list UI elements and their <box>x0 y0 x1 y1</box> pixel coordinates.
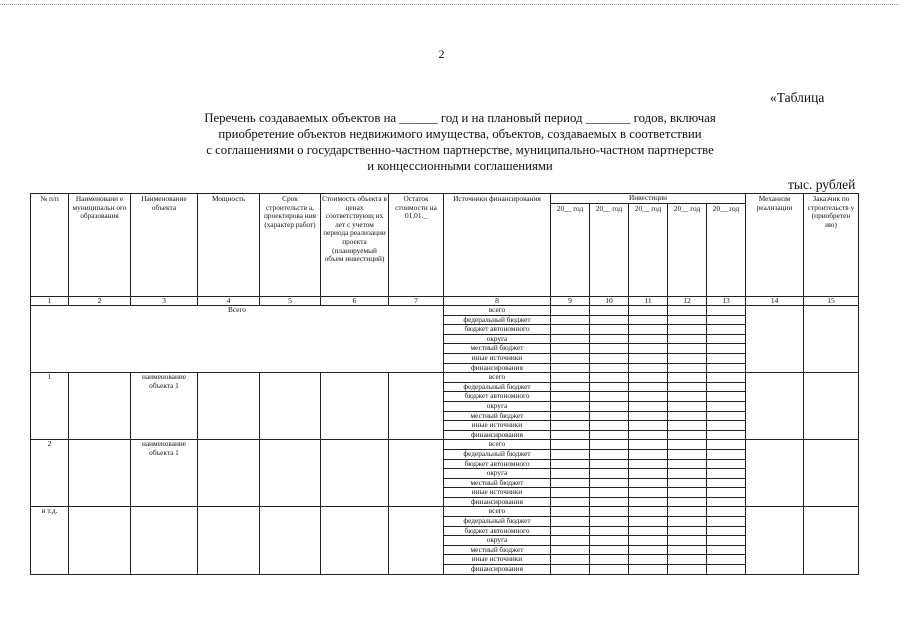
investment-cell <box>707 353 746 363</box>
investment-cell <box>551 430 590 440</box>
investment-cell <box>551 526 590 536</box>
investment-cell <box>668 526 707 536</box>
funding-source-cell: местный бюджет <box>444 411 551 421</box>
empty-cell <box>69 440 131 507</box>
investment-cell <box>668 440 707 450</box>
funding-source-cell: иные источники <box>444 555 551 565</box>
investment-cell <box>668 315 707 325</box>
investment-cell <box>668 469 707 479</box>
empty-cell <box>321 373 389 440</box>
funding-source-cell: федеральный бюджет <box>444 315 551 325</box>
investment-cell <box>707 497 746 507</box>
investment-cell <box>551 421 590 431</box>
row-number: и т.д. <box>31 507 69 574</box>
investment-cell <box>668 517 707 527</box>
investment-cell <box>590 411 629 421</box>
investment-cell <box>551 315 590 325</box>
investment-cell <box>590 421 629 431</box>
investment-cell <box>668 555 707 565</box>
investment-cell <box>668 497 707 507</box>
funding-source-cell: округа <box>444 401 551 411</box>
investment-cell <box>668 430 707 440</box>
empty-cell <box>321 440 389 507</box>
investment-cell <box>629 565 668 575</box>
investment-cell <box>668 507 707 517</box>
investment-cell <box>629 315 668 325</box>
investment-cell <box>668 382 707 392</box>
investment-cell <box>629 497 668 507</box>
column-number: 10 <box>590 297 629 306</box>
funding-source-cell: местный бюджет <box>444 478 551 488</box>
investment-cell <box>668 306 707 316</box>
object-name-cell <box>131 507 198 574</box>
empty-cell <box>69 507 131 574</box>
empty-cell <box>321 507 389 574</box>
investment-cell <box>590 325 629 335</box>
investment-cell <box>551 325 590 335</box>
title-line: с соглашениями о государственно-частном партнерстве, муниципально-частном партнерстве <box>206 143 714 157</box>
object-name-cell: наименование объекта 1 <box>131 373 198 440</box>
investment-cell <box>551 373 590 383</box>
row-number: 2 <box>31 440 69 507</box>
customer-cell <box>804 507 859 574</box>
investment-cell <box>551 507 590 517</box>
investment-cell <box>551 469 590 479</box>
investment-cell <box>551 555 590 565</box>
header-cost: Стоимость объекта в ценах соответствующ их лет с учетом периода реализации проекта (планируемый объем инвестиций) <box>321 194 389 297</box>
investment-cell <box>551 459 590 469</box>
empty-cell <box>198 373 260 440</box>
investment-cell <box>707 565 746 575</box>
mechanism-cell <box>746 373 804 440</box>
investment-cell <box>668 459 707 469</box>
investment-cell <box>668 392 707 402</box>
header-customer: Заказчик по строительств у (приобретен ию) <box>804 194 859 297</box>
funding-source-cell: всего <box>444 440 551 450</box>
investment-cell <box>629 325 668 335</box>
document-title <box>140 110 780 174</box>
investment-cell <box>551 411 590 421</box>
investment-cell <box>668 353 707 363</box>
mechanism-cell <box>746 306 804 373</box>
investment-cell <box>629 353 668 363</box>
funding-source-cell: округа <box>444 334 551 344</box>
investment-cell <box>707 478 746 488</box>
investment-cell <box>707 517 746 527</box>
investment-cell <box>668 334 707 344</box>
investment-cell <box>668 449 707 459</box>
investment-cell <box>590 353 629 363</box>
table-row <box>31 373 859 383</box>
header-remainder: Остаток стоимости на 01.01._ <box>389 194 444 297</box>
investment-cell <box>551 353 590 363</box>
investment-cell <box>668 565 707 575</box>
funding-source-cell: округа <box>444 536 551 546</box>
investment-cell <box>629 334 668 344</box>
header-year: 20__ год <box>707 203 746 296</box>
funding-source-cell: федеральный бюджет <box>444 449 551 459</box>
header-year: 20__ год <box>590 203 629 296</box>
funding-source-cell: иные источники <box>444 421 551 431</box>
investment-cell <box>668 344 707 354</box>
investment-cell <box>707 545 746 555</box>
investment-cell <box>629 536 668 546</box>
investment-cell <box>707 325 746 335</box>
objects-table <box>30 193 859 575</box>
header-object-name: Наименование объекта <box>131 194 198 297</box>
investment-cell <box>590 565 629 575</box>
funding-source-cell: бюджет автономного <box>444 526 551 536</box>
investment-cell <box>629 545 668 555</box>
investment-cell <box>551 392 590 402</box>
investment-cell <box>668 478 707 488</box>
funding-source-cell: федеральный бюджет <box>444 382 551 392</box>
table-row <box>31 507 859 517</box>
investment-cell <box>629 373 668 383</box>
funding-source-cell: местный бюджет <box>444 344 551 354</box>
column-number: 1 <box>31 297 69 306</box>
investment-cell <box>707 363 746 373</box>
investment-cell <box>551 536 590 546</box>
column-number: 8 <box>444 297 551 306</box>
investment-cell <box>707 469 746 479</box>
investment-cell <box>551 497 590 507</box>
funding-source-cell: финансирования <box>444 497 551 507</box>
investment-cell <box>629 411 668 421</box>
table-label: «Таблица <box>770 90 825 105</box>
investment-cell <box>590 449 629 459</box>
empty-cell <box>260 440 321 507</box>
investment-cell <box>629 517 668 527</box>
column-numbers-row <box>31 297 859 306</box>
object-name-cell: наименование объекта 1 <box>131 440 198 507</box>
investment-cell <box>629 440 668 450</box>
investment-cell <box>590 459 629 469</box>
header-municipality: Наименовани е муниципальн ого образования <box>69 194 131 297</box>
investment-cell <box>707 315 746 325</box>
investment-cell <box>707 555 746 565</box>
investment-cell <box>707 507 746 517</box>
investment-cell <box>707 344 746 354</box>
funding-source-cell: федеральный бюджет <box>444 517 551 527</box>
funding-source-cell: финансирования <box>444 363 551 373</box>
investment-cell <box>551 306 590 316</box>
investment-cell <box>707 449 746 459</box>
investment-cell <box>629 392 668 402</box>
investment-cell <box>551 344 590 354</box>
title-line: и концессионными соглашениями <box>367 159 553 173</box>
column-number: 7 <box>389 297 444 306</box>
investment-cell <box>668 363 707 373</box>
funding-source-cell: округа <box>444 469 551 479</box>
column-number: 5 <box>260 297 321 306</box>
investment-cell <box>668 411 707 421</box>
investment-cell <box>707 401 746 411</box>
investment-cell <box>707 382 746 392</box>
investment-cell <box>707 459 746 469</box>
investment-cell <box>590 555 629 565</box>
header-mechanism: Механизм реализации <box>746 194 804 297</box>
investment-cell <box>590 373 629 383</box>
customer-cell <box>804 306 859 373</box>
table-row <box>31 306 859 316</box>
investment-cell <box>629 449 668 459</box>
investment-cell <box>629 469 668 479</box>
investment-cell <box>551 565 590 575</box>
investment-cell <box>629 401 668 411</box>
funding-source-cell: иные источники <box>444 353 551 363</box>
investment-cell <box>707 334 746 344</box>
investment-cell <box>590 536 629 546</box>
empty-cell <box>389 507 444 574</box>
investment-cell <box>629 306 668 316</box>
investment-cell <box>551 488 590 498</box>
customer-cell <box>804 373 859 440</box>
header-year: 20__ год <box>668 203 707 296</box>
investment-cell <box>707 306 746 316</box>
column-number: 14 <box>746 297 804 306</box>
investment-cell <box>707 392 746 402</box>
investment-cell <box>629 555 668 565</box>
funding-source-cell: иные источники <box>444 488 551 498</box>
empty-cell <box>260 373 321 440</box>
mechanism-cell <box>746 507 804 574</box>
header-year: 20__ год <box>551 203 590 296</box>
table-row <box>31 440 859 450</box>
investment-cell <box>590 315 629 325</box>
header-capacity: Мощность <box>198 194 260 297</box>
investment-cell <box>629 382 668 392</box>
investment-cell <box>629 488 668 498</box>
header-year: 20__ год <box>629 203 668 296</box>
header-investments: Инвестиции <box>551 194 746 204</box>
investment-cell <box>551 382 590 392</box>
investment-cell <box>629 478 668 488</box>
investment-cell <box>590 469 629 479</box>
mechanism-cell <box>746 440 804 507</box>
column-number: 2 <box>69 297 131 306</box>
funding-source-cell: местный бюджет <box>444 545 551 555</box>
investment-cell <box>629 459 668 469</box>
investment-cell <box>668 488 707 498</box>
funding-source-cell: финансирования <box>444 565 551 575</box>
column-number: 3 <box>131 297 198 306</box>
empty-cell <box>389 440 444 507</box>
investment-cell <box>668 545 707 555</box>
investment-cell <box>551 478 590 488</box>
investment-cell <box>707 430 746 440</box>
investment-cell <box>707 440 746 450</box>
investment-cell <box>707 536 746 546</box>
investment-cell <box>707 421 746 431</box>
investment-cell <box>629 507 668 517</box>
investment-cell <box>629 344 668 354</box>
investment-cell <box>590 382 629 392</box>
funding-source-cell: бюджет автономного <box>444 459 551 469</box>
investment-cell <box>551 401 590 411</box>
investment-cell <box>629 430 668 440</box>
investment-cell <box>590 392 629 402</box>
investment-cell <box>668 421 707 431</box>
investment-cell <box>551 440 590 450</box>
investment-cell <box>551 449 590 459</box>
row-total-label: Всего <box>31 306 444 373</box>
investment-cell <box>551 517 590 527</box>
funding-source-cell: всего <box>444 507 551 517</box>
empty-cell <box>260 507 321 574</box>
funding-source-cell: всего <box>444 373 551 383</box>
header-sources: Источники финансирования <box>444 194 551 297</box>
investment-cell <box>629 421 668 431</box>
column-number: 6 <box>321 297 389 306</box>
column-number: 4 <box>198 297 260 306</box>
investment-cell <box>590 545 629 555</box>
investment-cell <box>590 507 629 517</box>
investment-cell <box>590 401 629 411</box>
row-number: 1 <box>31 373 69 440</box>
empty-cell <box>198 440 260 507</box>
column-number: 11 <box>629 297 668 306</box>
column-number: 9 <box>551 297 590 306</box>
header-num: № п/п <box>31 194 69 297</box>
investment-cell <box>707 526 746 536</box>
empty-cell <box>69 373 131 440</box>
funding-source-cell: бюджет автономного <box>444 392 551 402</box>
investment-cell <box>590 363 629 373</box>
investment-cell <box>590 334 629 344</box>
investment-cell <box>668 536 707 546</box>
investment-cell <box>668 401 707 411</box>
investment-cell <box>629 526 668 536</box>
column-number: 13 <box>707 297 746 306</box>
funding-source-cell: бюджет автономного <box>444 325 551 335</box>
investment-cell <box>629 363 668 373</box>
header-term: Срок строительств а, проектирова ния (характер работ) <box>260 194 321 297</box>
investment-cell <box>590 488 629 498</box>
investment-cell <box>590 440 629 450</box>
title-line: Перечень создаваемых объектов на ______ год и на плановый период _______ годов, включая <box>204 111 716 125</box>
customer-cell <box>804 440 859 507</box>
empty-cell <box>198 507 260 574</box>
investment-cell <box>590 497 629 507</box>
investment-cell <box>707 411 746 421</box>
investment-cell <box>590 430 629 440</box>
investment-cell <box>590 344 629 354</box>
investment-cell <box>551 545 590 555</box>
column-number: 12 <box>668 297 707 306</box>
funding-source-cell: всего <box>444 306 551 316</box>
investment-cell <box>590 306 629 316</box>
scan-artifact-line <box>0 4 899 5</box>
investment-cell <box>590 526 629 536</box>
investment-cell <box>590 478 629 488</box>
investment-cell <box>668 373 707 383</box>
investment-cell <box>590 517 629 527</box>
page-number: 2 <box>438 47 445 61</box>
investment-cell <box>707 488 746 498</box>
investment-cell <box>668 325 707 335</box>
investment-cell <box>551 334 590 344</box>
title-line: приобретение объектов недвижимого имущества, объектов, создаваемых в соответствии <box>218 127 702 141</box>
empty-cell <box>389 373 444 440</box>
column-number: 15 <box>804 297 859 306</box>
units-label: тыс. рублей <box>788 177 856 192</box>
investment-cell <box>551 363 590 373</box>
funding-source-cell: финансирования <box>444 430 551 440</box>
header-row <box>31 194 859 204</box>
investment-cell <box>707 373 746 383</box>
